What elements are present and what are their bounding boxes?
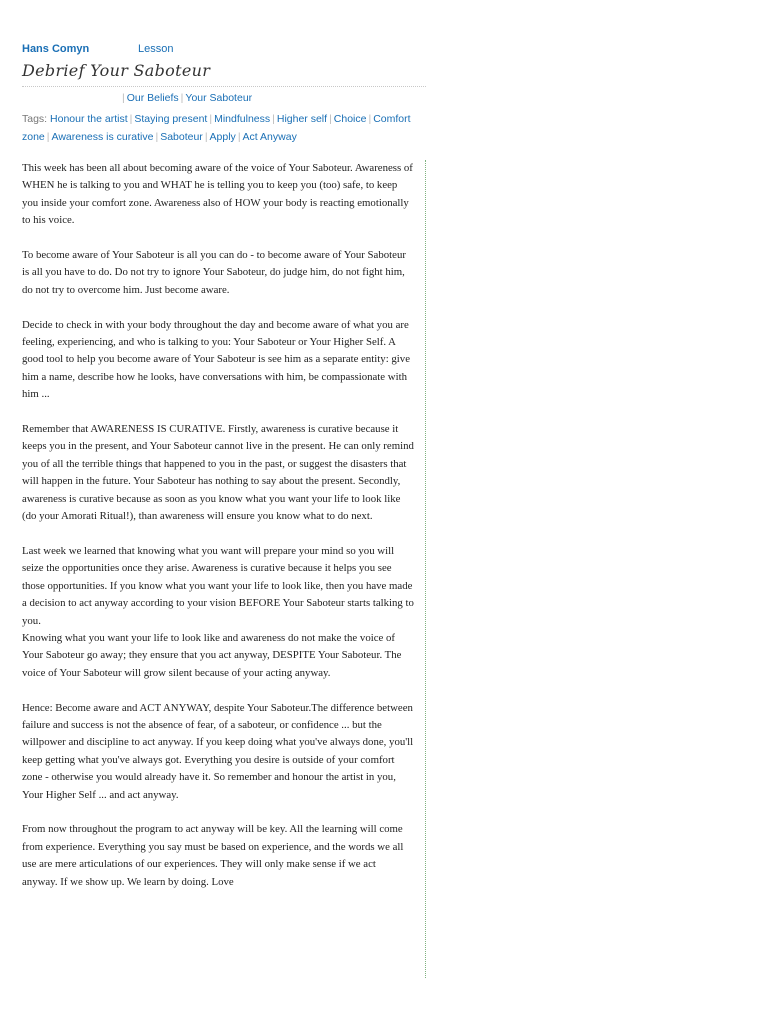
tag-separator: | — [237, 131, 241, 143]
body-paragraph: Hence: Become aware and ACT ANYWAY, despite Your Saboteur.The difference between failure and success is not the absence of fear, of a saboteur, or confidence ... but the willpower and discipline to act anyway. If you keep doing what you've always done, you'll keep getting what you've always got. Everything you desire is outside of your comfort zone - otherwise you would already have it. So remember and honour the artist in you, Your Higher Self ... and act anyway. — [22, 701, 414, 801]
category-link-our-beliefs[interactable]: Our Beliefs — [126, 92, 179, 104]
body-paragraph: This week has been all about becoming aware of the voice of Your Saboteur. Awareness of WHEN he is talking to you and WHAT he is telling you to keep you (too) safe, to keep you inside your comfort zone. Awareness also of HOW your body is reacting emotionally to his voice. — [22, 162, 413, 227]
tag-separator: | — [129, 113, 133, 125]
tag-link[interactable]: Apply — [209, 131, 236, 143]
tag-link[interactable]: Mindfulness — [214, 113, 271, 125]
tag-separator: | — [272, 113, 275, 125]
tag-separator: | — [368, 113, 372, 125]
body-paragraph: Knowing what you want your life to look like and awareness do not make the voice of Your Saboteur go away; they ensure that you act anyway, DESPITE Your Saboteur. The voice of Your Saboteur will grow silent because of your acting anyway. — [22, 631, 402, 679]
tag-link[interactable]: Act Anyway — [242, 131, 297, 143]
post-header — [22, 43, 174, 55]
body-paragraph: To become aware of Your Saboteur is all you can do - to become aware of Your Saboteur is all you have to do. Do not try to ignore Your Saboteur, do judge him, do not fight him, do not try to overcome him. Just become aware. — [22, 249, 406, 296]
title-divider — [22, 86, 426, 87]
category-separator: | — [180, 92, 184, 104]
tag-list — [22, 110, 422, 146]
category-link-your-saboteur[interactable]: Your Saboteur — [185, 92, 253, 104]
tag-link[interactable]: Honour the artist — [50, 113, 128, 125]
tag-separator: | — [329, 113, 332, 125]
category-separator: | — [122, 92, 125, 104]
tag-separator: | — [209, 113, 213, 125]
author-link[interactable]: Hans Comyn — [22, 43, 90, 55]
tags-label: Tags: — [22, 113, 48, 125]
tag-link[interactable]: Comfort zone — [22, 113, 411, 143]
category-list — [120, 92, 252, 104]
body-paragraph: Decide to check in with your body throughout the day and become aware of what you are feeling, experiencing, and who is talking to you: Your Saboteur or Your Higher Self. A good tool to help you become aware of Your Saboteur is see him as a separate entity: give him a name, describe how he looks, have conversations with him, be compassionate with him ... — [22, 318, 410, 401]
page-title: Debrief Your Saboteur — [22, 61, 211, 80]
tag-separator: | — [46, 131, 50, 143]
body-paragraph: Last week we learned that knowing what you want will prepare your mind so you will seize the opportunities once they arise. Awareness is curative because it helps you see those opportunities. If you know what you want your life to look like, then you have made a decision to act anyway according to your vision BEFORE Your Saboteur starts talking to you. — [22, 544, 414, 627]
tag-separator: | — [204, 131, 208, 143]
tag-link[interactable]: Awareness is curative — [51, 131, 154, 143]
section-link[interactable]: Lesson — [138, 43, 174, 55]
tag-link[interactable]: Staying present — [134, 113, 208, 125]
body-paragraph: From now throughout the program to act anyway will be key. All the learning will come from experience. Everything you say must be based on experience, and the words we all use are mere articulations of our experiences. They will only make sense if we act anyway. If we show up. We learn by doing. Love — [22, 823, 404, 888]
tag-link[interactable]: Saboteur — [160, 131, 203, 143]
column-divider — [425, 160, 426, 978]
body-paragraph: Remember that AWARENESS IS CURATIVE. Firstly, awareness is curative because it keeps you in the present, and Your Saboteur cannot live in the present. He can only remind you of all the terrible things that happened to you in the past, or suggest the disasters that will happen in the future. Your Saboteur has nothing to say about the present. Secondly, awareness is curative because as soon as you know what you want your life to look like (do your Amorati Ritual!), than awareness will ensure you know what to do next. — [22, 423, 414, 523]
article-body — [22, 160, 414, 908]
tag-separator: | — [155, 131, 159, 143]
tag-link[interactable]: Higher self — [276, 113, 328, 125]
tag-link[interactable]: Choice — [333, 113, 367, 125]
